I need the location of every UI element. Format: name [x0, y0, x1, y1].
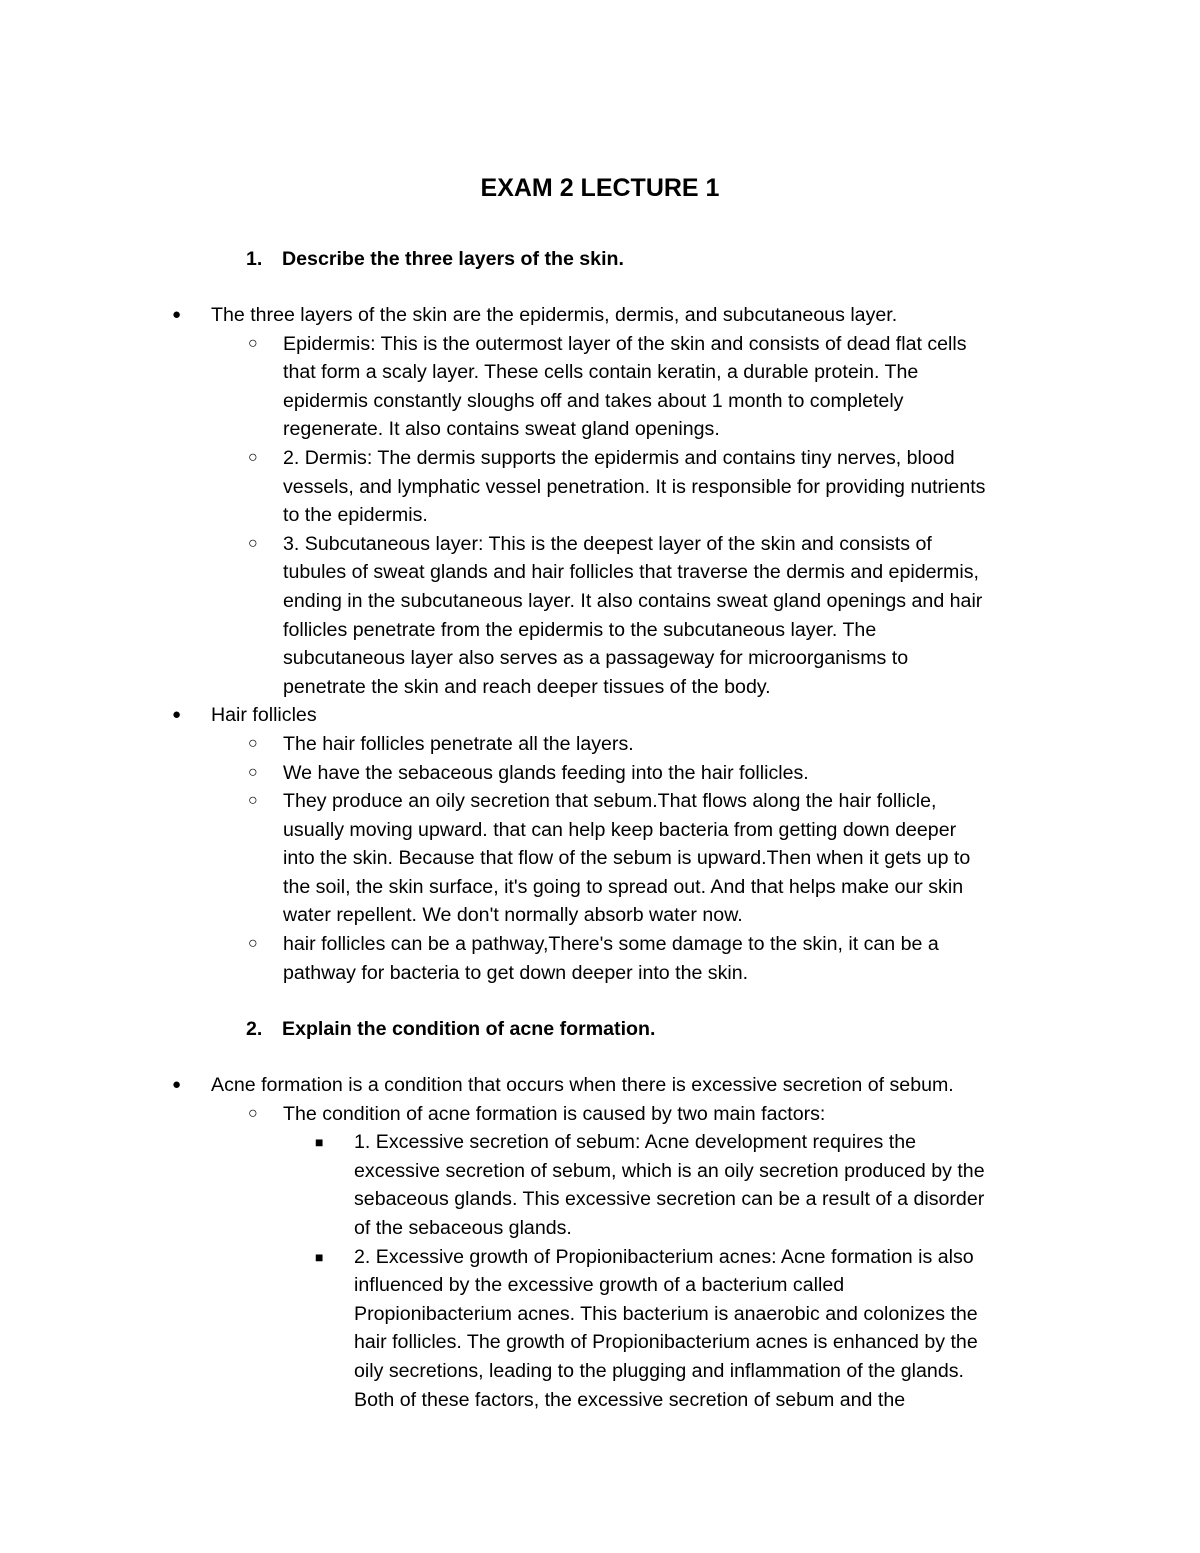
list-item — [0, 759, 1200, 788]
list-item — [0, 1071, 1200, 1100]
circle-bullet-icon: ○ — [248, 534, 258, 552]
question-text: Describe the three layers of the skin. — [282, 248, 624, 270]
list-item — [0, 530, 1200, 702]
text-line: The hair follicles penetrate all the layers. — [283, 732, 634, 755]
bullet-icon: ● — [172, 306, 182, 323]
circle-bullet-icon: ○ — [248, 792, 258, 810]
text-line: that form a scaly layer. These cells contain keratin, a durable protein. The — [283, 361, 919, 384]
page-title: EXAM 2 LECTURE 1 — [480, 174, 720, 202]
text-line: hair follicles. The growth of Propionibacterium acnes is enhanced by the — [354, 1331, 978, 1354]
circle-bullet-icon: ○ — [248, 1104, 258, 1122]
text-line: 2. Dermis: The dermis supports the epidermis and contains tiny nerves, blood — [283, 446, 955, 469]
text-line: The condition of acne formation is caused by two main factors: — [283, 1102, 826, 1125]
text-line: We have the sebaceous glands feeding into the hair follicles. — [283, 761, 809, 784]
text-line: Epidermis: This is the outermost layer of the skin and consists of dead flat cells — [283, 332, 967, 355]
circle-bullet-icon: ○ — [248, 935, 258, 953]
text-line: regenerate. It also contains sweat gland openings. — [283, 418, 720, 441]
text-line: Acne formation is a condition that occurs when there is excessive secretion of sebum. — [211, 1074, 954, 1096]
list-item — [0, 1100, 1200, 1129]
text-line: 2. Excessive growth of Propionibacterium acnes: Acne formation is also — [354, 1245, 974, 1268]
list-item — [0, 930, 1200, 987]
question-1-answer — [0, 301, 1200, 987]
list-item — [0, 301, 1200, 330]
question-number: 1. — [246, 248, 263, 270]
text-line: to the epidermis. — [283, 504, 428, 527]
text-line: epidermis constantly sloughs off and takes about 1 month to completely — [283, 389, 904, 412]
text-line: Hair follicles — [211, 704, 317, 727]
text-line: sebaceous glands. This excessive secretion can be a result of a disorder — [354, 1188, 985, 1211]
text-line: The three layers of the skin are the epidermis, dermis, and subcutaneous layer. — [211, 304, 898, 326]
square-bullet-icon: ■ — [315, 1134, 324, 1151]
question-text: Explain the condition of acne formation. — [282, 1018, 656, 1040]
bullet-icon: ● — [172, 1076, 182, 1093]
text-line: subcutaneous layer also serves as a passageway for microorganisms to — [283, 647, 909, 670]
circle-bullet-icon: ○ — [248, 763, 258, 781]
text-line: of the sebaceous glands. — [354, 1216, 572, 1239]
text-line: 3. Subcutaneous layer: This is the deepest layer of the skin and consists of — [283, 532, 932, 555]
list-item — [0, 444, 1200, 530]
list-item — [0, 730, 1200, 759]
list-item — [0, 1128, 1200, 1242]
text-line: Propionibacterium acnes. This bacterium is anaerobic and colonizes the — [354, 1302, 978, 1325]
text-line: excessive secretion of sebum, which is an oily secretion produced by the — [354, 1159, 985, 1182]
circle-bullet-icon: ○ — [248, 734, 258, 752]
text-line: tubules of sweat glands and hair follicles that traverse the dermis and epidermis, — [283, 561, 979, 584]
text-line: into the skin. Because that flow of the sebum is upward.Then when it gets up to — [283, 847, 971, 870]
list-item — [0, 330, 1200, 444]
question-number: 2. — [246, 1018, 263, 1040]
text-line: usually moving upward. that can help keep bacteria from getting down deeper — [283, 818, 957, 841]
bullet-icon: ● — [172, 706, 182, 724]
text-line: They produce an oily secretion that sebum.That flows along the hair follicle, — [283, 790, 937, 813]
text-line: water repellent. We don't normally absorb water now. — [283, 904, 743, 927]
text-line: ending in the subcutaneous layer. It also contains sweat gland openings and hair — [283, 589, 983, 612]
text-line: follicles penetrate from the epidermis to the subcutaneous layer. The — [283, 618, 877, 641]
text-line: pathway for bacteria to get down deeper into the skin. — [283, 961, 749, 984]
circle-bullet-icon: ○ — [248, 448, 258, 466]
text-line: influenced by the excessive growth of a bacterium called — [354, 1274, 845, 1297]
text-line: vessels, and lymphatic vessel penetration. It is responsible for providing nutrients — [283, 475, 986, 498]
square-bullet-icon: ■ — [315, 1248, 324, 1265]
text-line: the soil, the skin surface, it's going to spread out. And that helps make our skin — [283, 875, 964, 898]
text-line: hair follicles can be a pathway,There's some damage to the skin, it can be a — [283, 933, 939, 956]
text-line: oily secretions, leading to the plugging and inflammation of the glands. — [354, 1359, 964, 1382]
question-2-answer — [0, 1071, 1200, 1414]
list-item — [0, 787, 1200, 930]
text-line: 1. Excessive secretion of sebum: Acne development requires the — [354, 1131, 916, 1154]
text-line: penetrate the skin and reach deeper tissues of the body. — [283, 675, 771, 698]
text-line: Both of these factors, the excessive secretion of sebum and the — [354, 1388, 906, 1411]
circle-bullet-icon: ○ — [248, 334, 258, 352]
list-item — [0, 701, 1200, 730]
list-item — [0, 1243, 1200, 1415]
